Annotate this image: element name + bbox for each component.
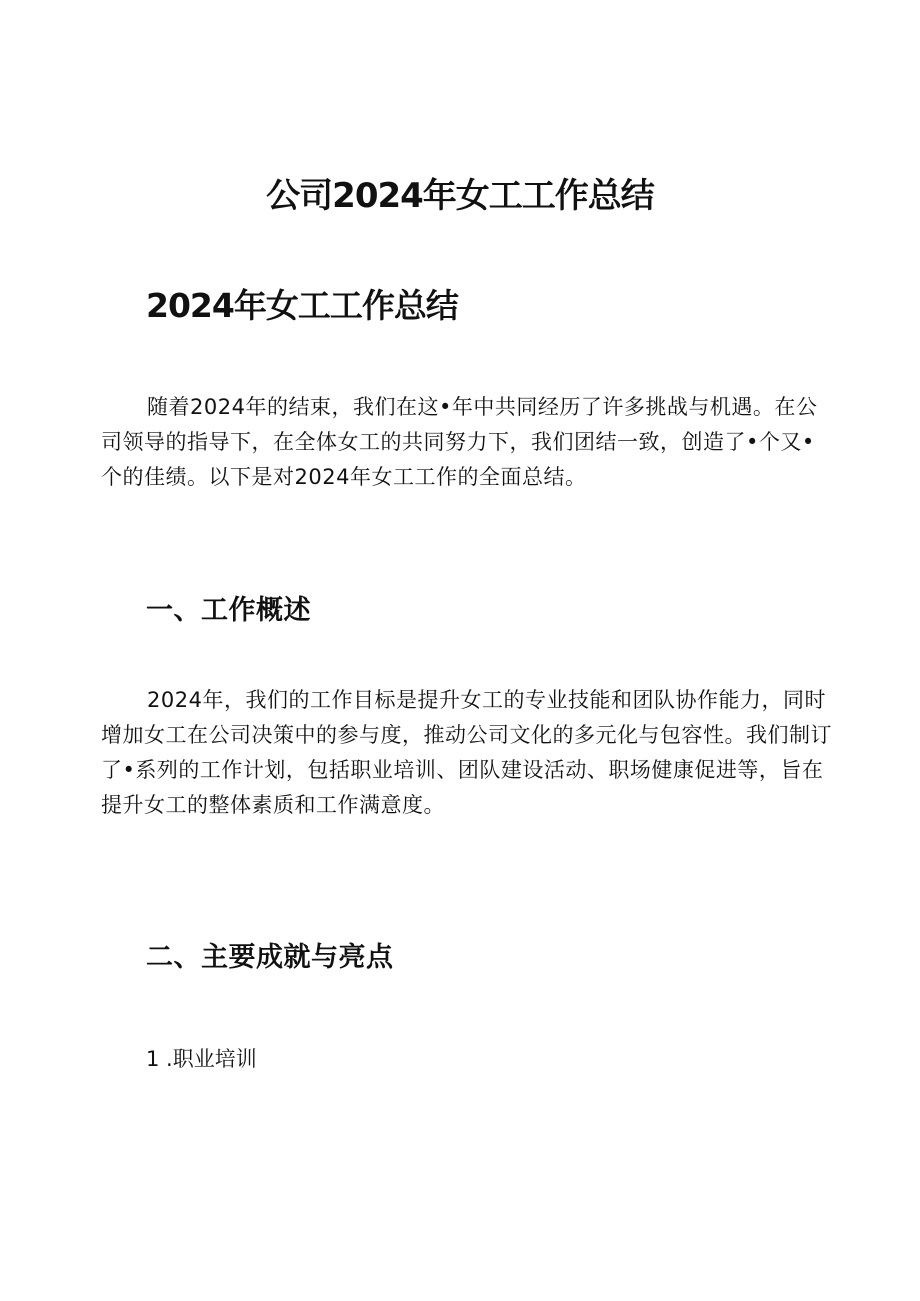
document-subtitle: 2024年女工工作总结 [146,286,458,325]
list-item-career-training: 1 .职业培训 [146,1047,257,1071]
document-title: 公司2024年女工工作总结 [266,176,654,216]
section-heading-achievements: 二、主要成就与亮点 [146,942,394,973]
intro-paragraph: 随着2024年的结束，我们在这•年中共同经历了许多挑战与机遇。在公司领导的指导下，在全体女工的共同努力下，我们团结一致，创造了•个又•个的佳绩。以下是对2024年女工工作的全面总结。 [101,395,818,489]
overview-paragraph: 2024年，我们的工作目标是提升女工的专业技能和团队协作能力，同时增加女工在公司决策中的参与度，推动公司文化的多元化与包容性。我们制订了•系列的工作计划，包括职业培训、团队建设活动、职场健康促进等，旨在提升女工的整体素质和工作满意度。 [101,688,832,817]
section-heading-overview: 一、工作概述 [146,595,311,626]
